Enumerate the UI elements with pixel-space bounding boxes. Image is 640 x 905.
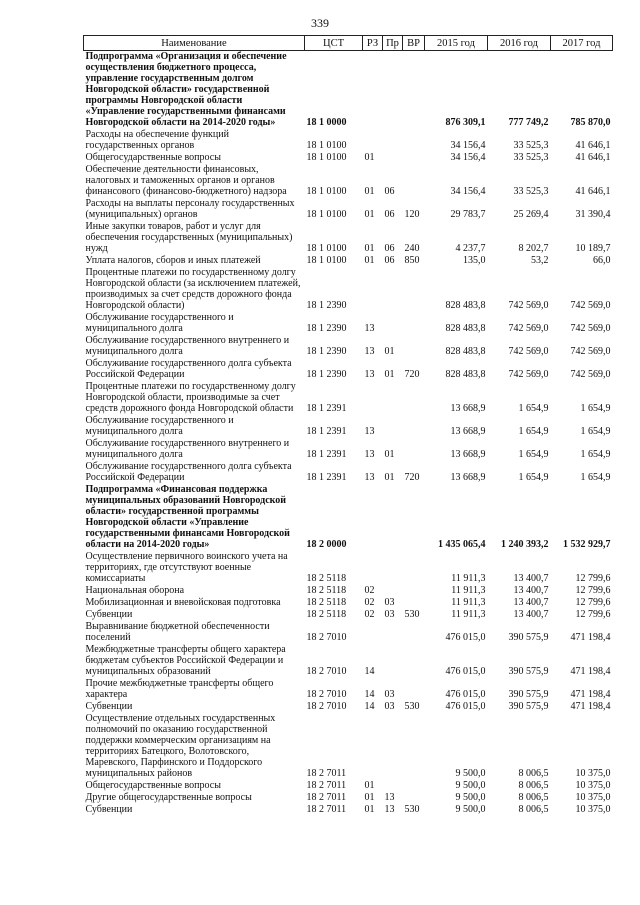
cell-year-2015: 476 015,0 — [445, 666, 486, 677]
cell-pr: 01 — [384, 449, 395, 460]
table-row — [84, 381, 613, 415]
cell-year-2015: 135,0 — [463, 255, 486, 266]
cell-pr: 03 — [384, 597, 395, 608]
cell-cst: 18 2 5118 — [306, 609, 347, 620]
cell-vr — [403, 585, 425, 597]
cell-name: Расходы на выплаты персоналу государственных (муниципальных) органов — [85, 198, 295, 220]
table-body — [84, 51, 613, 817]
page-number: 339 — [311, 16, 329, 30]
cell-vr: 530 — [404, 804, 420, 815]
cell-pr — [383, 551, 403, 585]
cell-year-2017: 742 569,0 — [570, 346, 611, 357]
cell-rz: 13 — [364, 346, 375, 357]
cell-year-2015: 476 015,0 — [445, 689, 486, 700]
cell-vr — [403, 381, 425, 415]
cell-rz: 13 — [364, 369, 375, 380]
cell-rz: 13 — [364, 426, 375, 437]
table-row — [84, 644, 613, 678]
cell-year-2017: 12 799,6 — [575, 585, 611, 596]
cell-name: Подпрограмма «Организация и обеспечение осуществления бюджетного процесса, управление государственным долгом Новгородской области» государственной программы Новгородской области «Управление государственными финансами Новгородской области на 2014-2020 годы» — [85, 51, 287, 128]
cell-pr: 03 — [384, 689, 395, 700]
cell-year-2017: 471 198,4 — [570, 689, 611, 700]
cell-vr — [403, 335, 425, 358]
cell-year-2016: 1 654,9 — [518, 426, 549, 437]
cell-year-2016: 8 006,5 — [518, 780, 549, 791]
cell-year-2016: 53,2 — [531, 255, 549, 266]
header-year-2015: 2015 год — [425, 36, 488, 51]
cell-pr — [383, 415, 403, 438]
cell-year-2015: 29 783,7 — [450, 209, 486, 220]
cell-name: Прочие межбюджетные трансферты общего характера — [85, 678, 274, 700]
cell-rz — [363, 484, 383, 551]
cell-name: Процентные платежи по государственному долгу Новгородской области (за исключением платежей, производимых за счет средств дорожного фонда Новгородской области) — [85, 267, 301, 311]
cell-year-2015: 11 911,3 — [451, 597, 486, 608]
cell-name: Расходы на обеспечение функций государственных органов — [85, 129, 229, 151]
cell-year-2015: 13 668,9 — [450, 426, 486, 437]
cell-cst: 18 1 2391 — [306, 472, 347, 483]
cell-vr — [403, 551, 425, 585]
cell-year-2016: 8 006,5 — [518, 804, 549, 815]
cell-rz — [363, 713, 383, 780]
cell-year-2017: 1 654,9 — [580, 403, 611, 414]
cell-vr — [403, 129, 425, 152]
cell-year-2017: 471 198,4 — [570, 701, 611, 712]
cell-pr — [383, 484, 403, 551]
cell-cst: 18 1 2391 — [306, 403, 347, 414]
cell-cst: 18 1 0100 — [306, 140, 347, 151]
table-row — [84, 358, 613, 381]
cell-pr: 06 — [384, 243, 395, 254]
table-row — [84, 585, 613, 597]
cell-cst: 18 2 5118 — [306, 573, 347, 584]
cell-pr: 06 — [384, 209, 395, 220]
cell-cst: 18 1 0100 — [306, 152, 347, 163]
cell-vr — [403, 713, 425, 780]
cell-year-2017: 41 646,1 — [575, 140, 611, 151]
cell-year-2015: 34 156,4 — [450, 152, 486, 163]
cell-vr — [403, 267, 425, 312]
cell-pr — [383, 129, 403, 152]
cell-cst: 18 1 2390 — [306, 369, 347, 380]
cell-year-2017: 1 654,9 — [580, 449, 611, 460]
cell-rz: 01 — [364, 152, 375, 163]
cell-name: Обслуживание государственного внутреннего и муниципального долга — [85, 438, 290, 460]
cell-name: Осуществление отдельных государственных полномочий по оказанию государственной поддержки коммерческим организациям на территориях Батецкого, Волотовского, Маревского, Парфинского и Поддорского муниципальных районов — [85, 713, 276, 779]
cell-year-2017: 41 646,1 — [575, 152, 611, 163]
cell-vr — [403, 438, 425, 461]
cell-name: Осуществление первичного воинского учета на территориях, где отсутствуют военные комиссариаты — [85, 551, 288, 584]
cell-cst: 18 2 7010 — [306, 666, 347, 677]
cell-year-2017: 41 646,1 — [575, 186, 611, 197]
cell-rz: 14 — [364, 666, 375, 677]
cell-name: Субвенции — [85, 701, 133, 712]
cell-name: Мобилизационная и вневойсковая подготовка — [85, 597, 281, 608]
cell-rz: 02 — [364, 609, 375, 620]
cell-year-2015: 9 500,0 — [455, 804, 486, 815]
cell-year-2015: 876 309,1 — [445, 117, 486, 128]
cell-cst: 18 2 5118 — [306, 597, 347, 608]
cell-year-2016: 390 575,9 — [508, 701, 549, 712]
cell-rz — [363, 621, 383, 644]
cell-rz: 13 — [364, 472, 375, 483]
cell-vr — [403, 597, 425, 609]
cell-year-2015: 476 015,0 — [445, 632, 486, 643]
cell-year-2017: 66,0 — [593, 255, 611, 266]
cell-pr: 03 — [384, 609, 395, 620]
cell-cst: 18 1 0000 — [306, 117, 347, 128]
cell-name: Общегосударственные вопросы — [85, 780, 221, 791]
cell-vr: 240 — [404, 243, 420, 254]
cell-year-2015: 4 237,7 — [455, 243, 486, 254]
cell-cst: 18 1 0100 — [306, 209, 347, 220]
cell-rz: 01 — [364, 804, 375, 815]
cell-pr — [383, 152, 403, 164]
cell-year-2017: 471 198,4 — [570, 666, 611, 677]
cell-year-2016: 33 525,3 — [513, 152, 549, 163]
cell-vr: 530 — [404, 701, 420, 712]
cell-cst: 18 1 0100 — [306, 243, 347, 254]
budget-table — [83, 35, 613, 816]
cell-name: Обслуживание государственного и муниципального долга — [85, 415, 234, 437]
cell-cst: 18 1 0100 — [306, 255, 347, 266]
cell-rz: 14 — [364, 689, 375, 700]
header-rz: РЗ — [363, 36, 383, 51]
cell-vr: 530 — [404, 609, 420, 620]
cell-year-2016: 1 240 393,2 — [501, 539, 549, 550]
cell-cst: 18 1 2390 — [306, 346, 347, 357]
cell-rz: 01 — [364, 243, 375, 254]
table-row — [84, 255, 613, 267]
cell-year-2015: 828 483,8 — [445, 369, 486, 380]
cell-year-2016: 1 654,9 — [518, 403, 549, 414]
cell-vr — [403, 484, 425, 551]
cell-name: Обслуживание государственного долга субъекта Российской Федерации — [85, 358, 292, 380]
cell-year-2016: 742 569,0 — [508, 346, 549, 357]
cell-cst: 18 2 7010 — [306, 632, 347, 643]
cell-cst: 18 1 2390 — [306, 300, 347, 311]
cell-cst: 18 2 7011 — [306, 804, 347, 815]
cell-pr — [383, 644, 403, 678]
cell-name: Уплата налогов, сборов и иных платежей — [85, 255, 261, 266]
cell-year-2017: 10 375,0 — [575, 768, 611, 779]
cell-vr — [403, 415, 425, 438]
cell-vr: 720 — [404, 472, 420, 483]
cell-year-2017: 1 654,9 — [580, 472, 611, 483]
cell-vr — [403, 164, 425, 198]
cell-name: Национальная оборона — [85, 585, 185, 596]
cell-year-2016: 13 400,7 — [513, 609, 549, 620]
cell-pr: 03 — [384, 701, 395, 712]
cell-vr — [403, 51, 425, 130]
table-row — [84, 415, 613, 438]
cell-name: Подпрограмма «Финансовая поддержка муниципальных образований Новгородской области» государственной программы Новгородской области «Управление государственными финансами Новгородской области на 2014-2020 годы» — [85, 484, 290, 550]
cell-name: Обслуживание государственного внутреннего и муниципального долга — [85, 335, 290, 357]
cell-cst: 18 2 7010 — [306, 689, 347, 700]
cell-year-2016: 1 654,9 — [518, 472, 549, 483]
cell-rz: 01 — [364, 255, 375, 266]
cell-year-2016: 1 654,9 — [518, 449, 549, 460]
table-row — [84, 804, 613, 816]
cell-name: Субвенции — [85, 609, 133, 620]
header-year-2017: 2017 год — [551, 36, 613, 51]
cell-vr — [403, 312, 425, 335]
cell-cst: 18 1 2390 — [306, 323, 347, 334]
cell-cst: 18 2 5118 — [306, 585, 347, 596]
cell-rz — [363, 51, 383, 130]
cell-year-2015: 13 668,9 — [450, 403, 486, 414]
cell-year-2017: 10 375,0 — [575, 792, 611, 803]
header-vr: ВР — [403, 36, 425, 51]
header-year-2016: 2016 год — [488, 36, 551, 51]
cell-year-2015: 11 911,3 — [451, 609, 486, 620]
cell-rz: 02 — [364, 585, 375, 596]
header-pr: Пр — [383, 36, 403, 51]
cell-year-2015: 828 483,8 — [445, 323, 486, 334]
cell-year-2015: 1 435 065,4 — [438, 539, 486, 550]
cell-year-2015: 11 911,3 — [451, 573, 486, 584]
cell-year-2016: 33 525,3 — [513, 186, 549, 197]
cell-pr: 06 — [384, 255, 395, 266]
table-row — [84, 713, 613, 780]
cell-pr — [383, 51, 403, 130]
table-row — [84, 780, 613, 792]
cell-pr: 13 — [384, 792, 395, 803]
cell-year-2017: 742 569,0 — [570, 369, 611, 380]
cell-year-2017: 10 189,7 — [575, 243, 611, 254]
cell-cst: 18 2 7010 — [306, 701, 347, 712]
cell-vr: 720 — [404, 369, 420, 380]
cell-year-2017: 12 799,6 — [575, 573, 611, 584]
table-row — [84, 621, 613, 644]
cell-rz: 01 — [364, 209, 375, 220]
cell-cst: 18 1 2391 — [306, 449, 347, 460]
cell-year-2016: 742 569,0 — [508, 323, 549, 334]
cell-rz — [363, 381, 383, 415]
cell-rz: 02 — [364, 597, 375, 608]
table-row — [84, 551, 613, 585]
table-row — [84, 51, 613, 130]
cell-year-2017: 10 375,0 — [575, 804, 611, 815]
cell-year-2015: 9 500,0 — [455, 768, 486, 779]
cell-name: Субвенции — [85, 804, 133, 815]
cell-vr: 850 — [404, 255, 420, 266]
cell-year-2016: 8 006,5 — [518, 792, 549, 803]
cell-year-2016: 777 749,2 — [508, 117, 549, 128]
cell-rz — [363, 267, 383, 312]
cell-name: Процентные платежи по государственному долгу Новгородской области, производимые за счет средств дорожного фонда Новгородской области — [85, 381, 296, 414]
cell-rz: 14 — [364, 701, 375, 712]
table-row — [84, 597, 613, 609]
cell-year-2016: 13 400,7 — [513, 573, 549, 584]
cell-year-2016: 8 006,5 — [518, 768, 549, 779]
cell-vr — [403, 644, 425, 678]
table-row — [84, 484, 613, 551]
cell-year-2017: 742 569,0 — [570, 323, 611, 334]
table-row — [84, 678, 613, 701]
cell-year-2015: 34 156,4 — [450, 186, 486, 197]
cell-pr: 06 — [384, 186, 395, 197]
cell-pr — [383, 713, 403, 780]
table-row — [84, 267, 613, 312]
cell-year-2015: 11 911,3 — [451, 585, 486, 596]
cell-year-2016: 13 400,7 — [513, 597, 549, 608]
cell-year-2016: 33 525,3 — [513, 140, 549, 151]
cell-pr: 01 — [384, 369, 395, 380]
cell-year-2017: 1 654,9 — [580, 426, 611, 437]
cell-cst: 18 2 7011 — [306, 792, 347, 803]
cell-name: Общегосударственные вопросы — [85, 152, 221, 163]
cell-year-2017: 10 375,0 — [575, 780, 611, 791]
cell-year-2015: 9 500,0 — [455, 792, 486, 803]
cell-year-2015: 828 483,8 — [445, 300, 486, 311]
cell-year-2017: 12 799,6 — [575, 597, 611, 608]
cell-name: Обеспечение деятельности финансовых, налоговых и таможенных органов и органов финансового (финансово-бюджетного) надзора — [85, 164, 287, 197]
cell-vr — [403, 152, 425, 164]
cell-rz: 01 — [364, 186, 375, 197]
cell-cst: 18 1 2391 — [306, 426, 347, 437]
cell-name: Обслуживание государственного долга субъекта Российской Федерации — [85, 461, 292, 483]
table-row — [84, 152, 613, 164]
cell-vr — [403, 780, 425, 792]
cell-vr — [403, 792, 425, 804]
table-row — [84, 461, 613, 484]
cell-pr: 01 — [384, 472, 395, 483]
cell-year-2017: 785 870,0 — [570, 117, 611, 128]
table-row — [84, 129, 613, 152]
table-row — [84, 164, 613, 198]
cell-pr — [383, 621, 403, 644]
cell-year-2016: 25 269,4 — [513, 209, 549, 220]
cell-year-2015: 828 483,8 — [445, 346, 486, 357]
table-row — [84, 438, 613, 461]
cell-rz: 01 — [364, 780, 375, 791]
table-row — [84, 701, 613, 713]
cell-year-2016: 742 569,0 — [508, 369, 549, 380]
table-row — [84, 792, 613, 804]
cell-year-2017: 471 198,4 — [570, 632, 611, 643]
cell-pr — [383, 585, 403, 597]
cell-year-2017: 742 569,0 — [570, 300, 611, 311]
cell-year-2015: 13 668,9 — [450, 472, 486, 483]
cell-pr: 13 — [384, 804, 395, 815]
cell-cst: 18 2 7011 — [306, 768, 347, 779]
table-row — [84, 335, 613, 358]
cell-pr: 01 — [384, 346, 395, 357]
cell-year-2015: 9 500,0 — [455, 780, 486, 791]
cell-rz — [363, 129, 383, 152]
cell-year-2015: 476 015,0 — [445, 701, 486, 712]
cell-name: Другие общегосударственные вопросы — [85, 792, 252, 803]
cell-pr — [383, 312, 403, 335]
cell-year-2016: 390 575,9 — [508, 632, 549, 643]
cell-year-2016: 742 569,0 — [508, 300, 549, 311]
cell-name: Выравнивание бюджетной обеспеченности поселений — [85, 621, 270, 643]
cell-name: Иные закупки товаров, работ и услуг для обеспечения государственных (муниципальных) нужд — [85, 221, 293, 254]
cell-year-2017: 1 532 929,7 — [563, 539, 611, 550]
header-cst: ЦСТ — [305, 36, 363, 51]
cell-name: Обслуживание государственного и муниципального долга — [85, 312, 234, 334]
cell-year-2017: 12 799,6 — [575, 609, 611, 620]
cell-year-2016: 8 202,7 — [518, 243, 549, 254]
cell-cst: 18 2 7011 — [306, 780, 347, 791]
cell-vr — [403, 678, 425, 701]
table-row — [84, 312, 613, 335]
table-row — [84, 221, 613, 255]
cell-year-2016: 390 575,9 — [508, 666, 549, 677]
cell-year-2016: 13 400,7 — [513, 585, 549, 596]
table-row — [84, 609, 613, 621]
cell-pr — [383, 780, 403, 792]
cell-year-2015: 34 156,4 — [450, 140, 486, 151]
table-header-row — [84, 36, 613, 51]
cell-year-2016: 390 575,9 — [508, 689, 549, 700]
cell-pr — [383, 267, 403, 312]
cell-year-2015: 13 668,9 — [450, 449, 486, 460]
cell-year-2017: 31 390,4 — [575, 209, 611, 220]
cell-cst: 18 2 0000 — [306, 539, 347, 550]
table-row — [84, 198, 613, 221]
cell-vr — [403, 621, 425, 644]
cell-rz — [363, 551, 383, 585]
cell-cst: 18 1 0100 — [306, 186, 347, 197]
cell-vr: 120 — [404, 209, 420, 220]
cell-pr — [383, 381, 403, 415]
cell-rz: 01 — [364, 792, 375, 803]
cell-rz: 13 — [364, 323, 375, 334]
cell-rz: 13 — [364, 449, 375, 460]
cell-name: Межбюджетные трансферты общего характера бюджетам субъектов Российской Федерации и муниципальных образований — [85, 644, 286, 677]
header-name: Наименование — [84, 36, 305, 51]
